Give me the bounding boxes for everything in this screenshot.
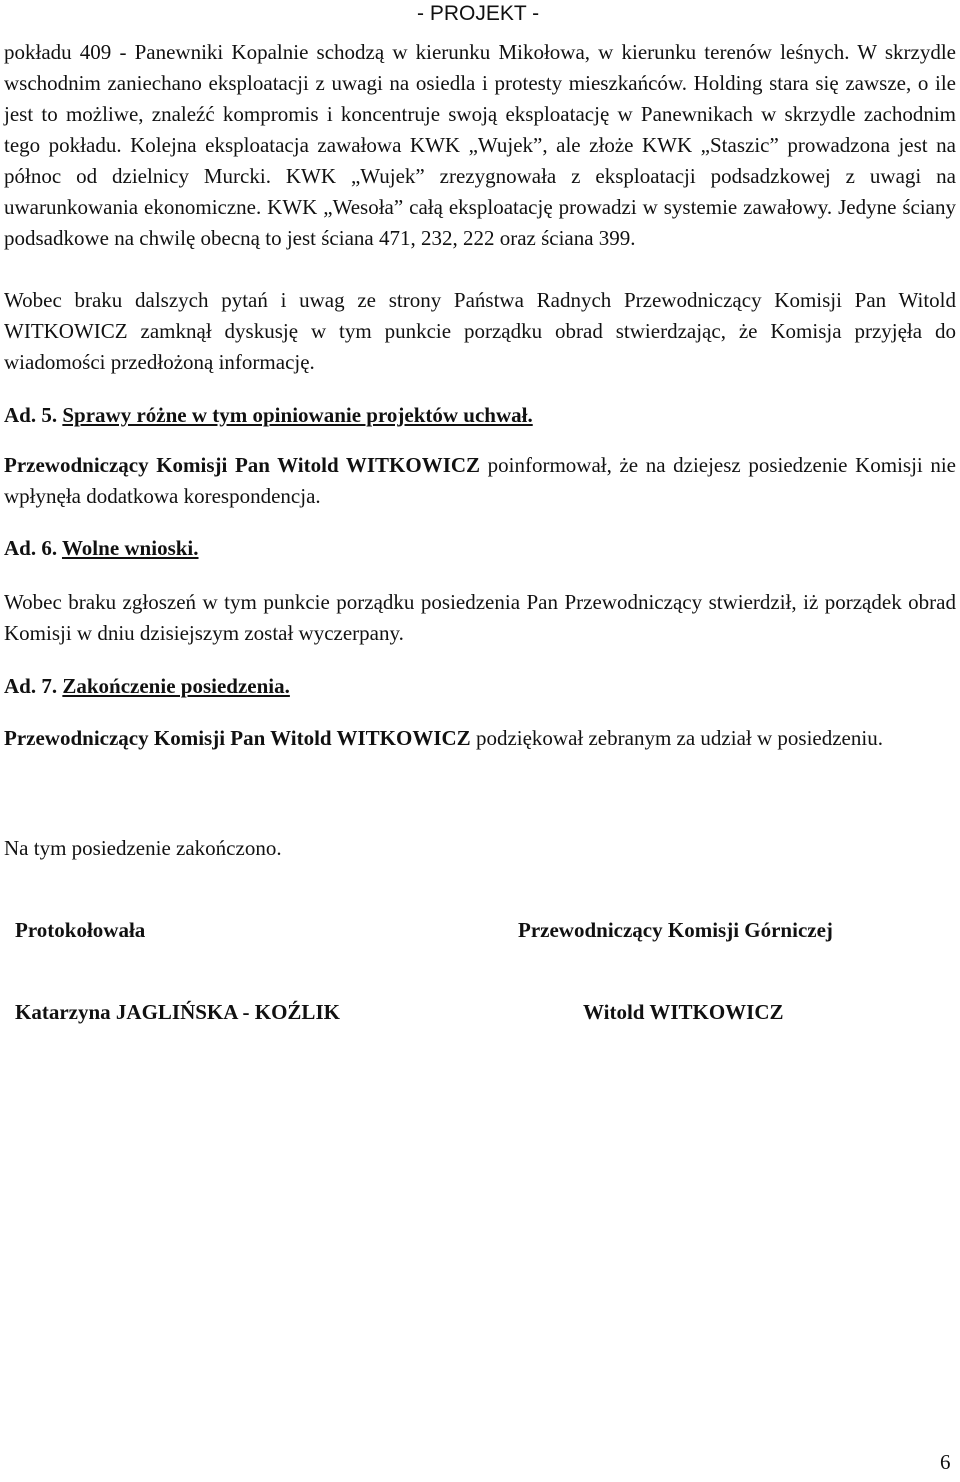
paragraph-thanks (4, 723, 956, 754)
signature-right-name: Witold WITKOWICZ (583, 1000, 784, 1024)
paragraph-meeting-closed: Na tym posiedzenie zakończono. (4, 836, 282, 860)
paragraph-discussion-closed: Wobec braku dalszych pytań i uwag ze strony Państwa Radnych Przewodniczący Komisji Pan Witold WITKOWICZ zamknął dyskusję w tym punkcie porządku obrad stwierdzając, że Komisja przyjęła do wiadomości przedłożoną informację. (4, 288, 956, 374)
agenda-item-6 (4, 533, 199, 564)
signature-right-role: Przewodniczący Komisji Górniczej (518, 918, 833, 942)
paragraph-mining-info: pokładu 409 - Panewniki Kopalnie schodzą w kierunku Mikołowa, w kierunku terenów leśnych. W skrzydle wschodnim zaniechano eksploatacji z uwagi na osiedla i protesty mieszkańców. Holding stara się zawsze, o ile jest to możliwe, znaleźć kompromis i koncentruje swoją eksploatację w Panewnikach w skrzydle zachodnim tego pokładu. Kolejna eksploatacja zawałowa KWK „Wujek”, ale złoże KWK „Staszic” prowadzona jest na północ od dzielnicy Murcki. KWK „Wujek” zrezygnowała z eksploatacji podsadzkowej z uwagi na uwarunkowania ekonomiczne. KWK „Wesoła” całą eksploatację prowadzi w systemie zawałowy. Jedyne ściany podsadkowe na chwilę obecną to jest ściana 471, 232, 222 oraz ściana 399. (4, 40, 956, 250)
chairman-name: Przewodniczący Komisji Pan Witold WITKOWICZ (4, 453, 481, 477)
agenda-item-6-number: Ad. 6. (4, 536, 62, 560)
agenda-item-5-number: Ad. 5. (4, 403, 63, 427)
paragraph-correspondence (4, 450, 956, 512)
document-header: - PROJEKT - (417, 2, 540, 25)
chairman-name-thanks: Przewodniczący Komisji Pan Witold WITKOWICZ (4, 726, 471, 750)
page-number: 6 (940, 1450, 951, 1474)
signature-left-role: Protokołowała (15, 918, 146, 942)
paragraph-thanks-text: podziękował zebranym za udział w posiedzeniu. (470, 726, 883, 750)
agenda-item-5 (4, 400, 533, 431)
agenda-item-7-number: Ad. 7. (4, 674, 63, 698)
agenda-item-7 (4, 671, 290, 702)
agenda-item-6-title: Wolne wnioski. (61, 536, 199, 560)
paragraph-correspondence-text: poinformował, że na dziejesz posiedzenie Komisji nie wpłynęła dodatkowa korespondencja. (4, 453, 956, 508)
agenda-item-7-title: Zakończenie posiedzenia. (62, 674, 290, 698)
agenda-item-5-title: Sprawy różne w tym opiniowanie projektów uchwał. (62, 403, 533, 427)
signature-left-name: Katarzyna JAGLIŃSKA - KOŹLIK (15, 1000, 340, 1024)
paragraph-agenda-exhausted: Wobec braku zgłoszeń w tym punkcie porządku posiedzenia Pan Przewodniczący stwierdził, iż porządek obrad Komisji w dniu dzisiejszym został wyczerpany. (4, 590, 956, 645)
